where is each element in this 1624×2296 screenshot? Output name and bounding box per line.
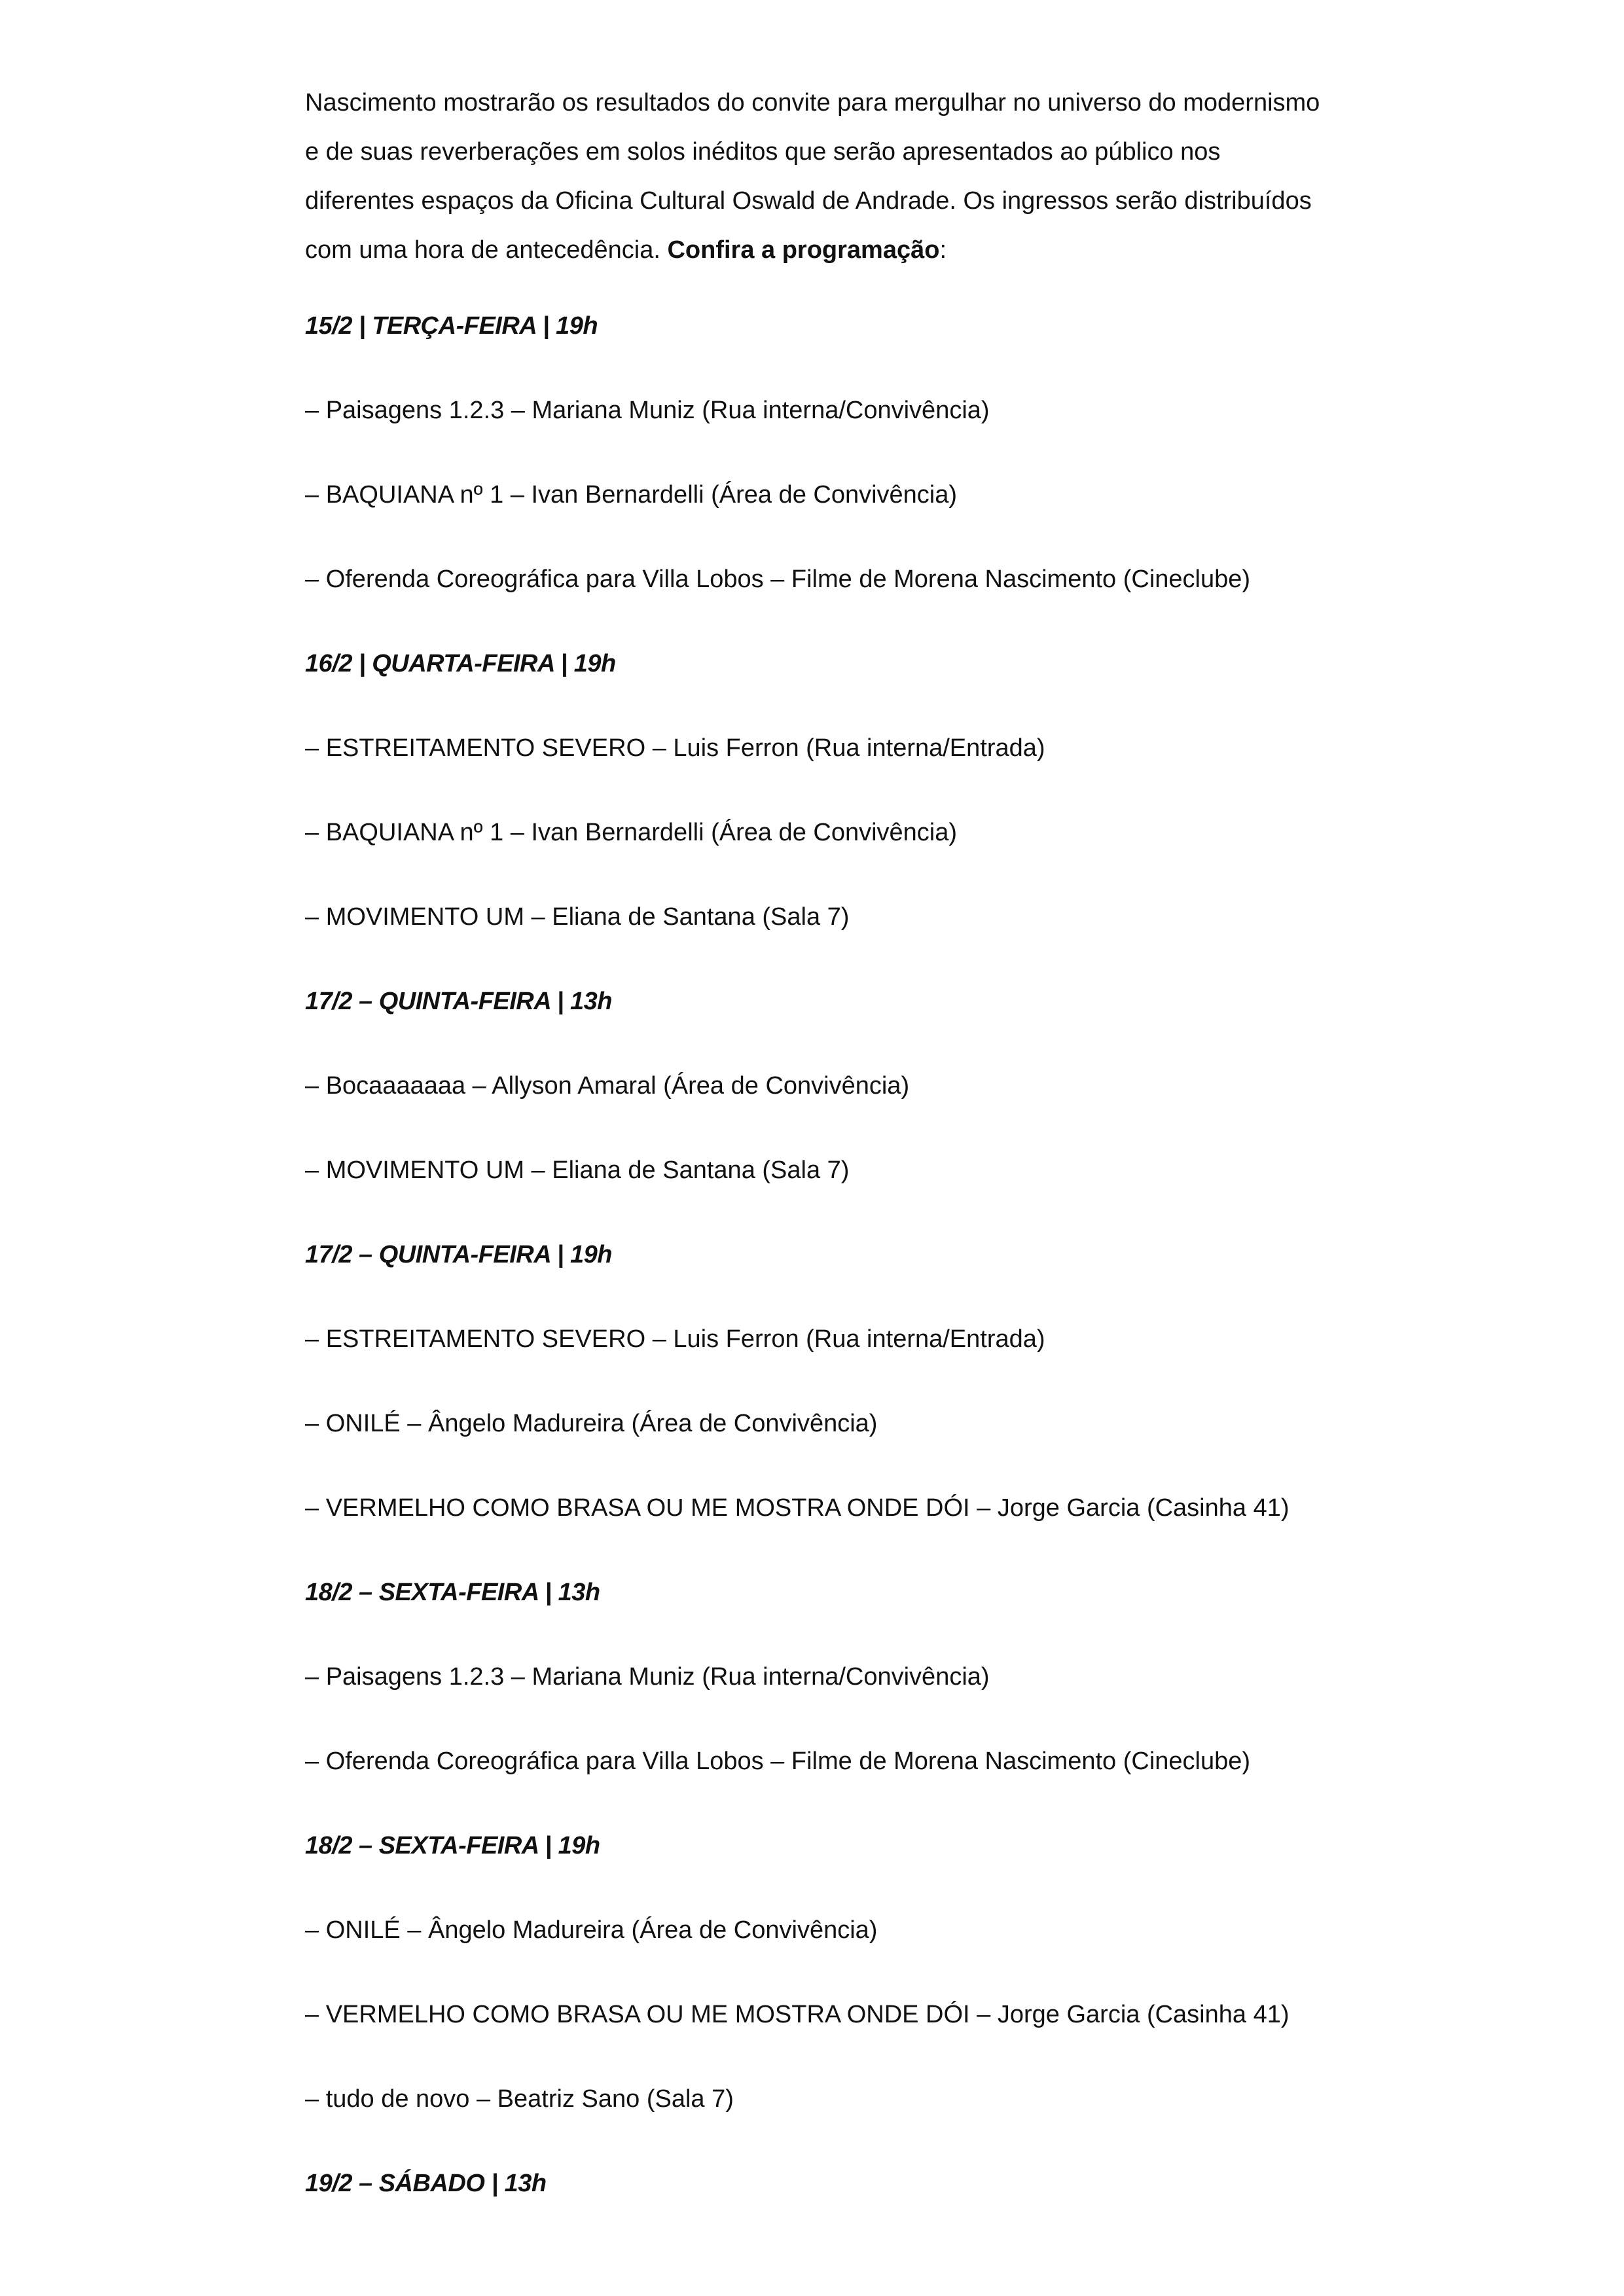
day-heading: 18/2 – SEXTA-FEIRA | 19h: [305, 1832, 600, 1859]
day-heading: 17/2 – QUINTA-FEIRA | 13h: [305, 988, 613, 1015]
event-item: – BAQUIANA nº 1 – Ivan Bernardelli (Área de Convivência): [305, 481, 958, 509]
event-item: – Oferenda Coreográfica para Villa Lobos – Filme de Morena Nascimento (Cineclube): [305, 1748, 1251, 1775]
intro-text: Nascimento mostrarão os resultados do convite para mergulhar no universo do modernismo e de suas reverberações em solos inéditos que serão apresentados ao público nos diferentes espaços da Oficina Cultural Oswald de Andrade. Os ingressos serão distribuídos com uma hora de antecedência.: [305, 89, 1320, 264]
intro-paragraph: [305, 79, 1326, 275]
schedule-list: [305, 309, 1326, 2200]
event-item: – tudo de novo – Beatriz Sano (Sala 7): [305, 2085, 734, 2113]
intro-suffix: :: [939, 236, 947, 264]
event-item: – ESTREITAMENTO SEVERO – Luis Ferron (Rua interna/Entrada): [305, 1325, 1045, 1353]
event-item: – MOVIMENTO UM – Eliana de Santana (Sala 7): [305, 903, 850, 931]
event-item: – Oferenda Coreográfica para Villa Lobos – Filme de Morena Nascimento (Cineclube): [305, 565, 1251, 593]
event-item: – ONILÉ – Ângelo Madureira (Área de Convivência): [305, 1916, 878, 1944]
event-item: – ONILÉ – Ângelo Madureira (Área de Convivência): [305, 1410, 878, 1437]
document-page: [305, 79, 1326, 2251]
day-heading: 16/2 | QUARTA-FEIRA | 19h: [305, 650, 616, 677]
event-item: – ESTREITAMENTO SEVERO – Luis Ferron (Rua interna/Entrada): [305, 734, 1045, 762]
intro-bold-text: Confira a programação: [667, 236, 940, 264]
day-heading: 17/2 – QUINTA-FEIRA | 19h: [305, 1241, 613, 1268]
event-item: – Paisagens 1.2.3 – Mariana Muniz (Rua interna/Convivência): [305, 1663, 990, 1691]
event-item: – VERMELHO COMO BRASA OU ME MOSTRA ONDE DÓI – Jorge Garcia (Casinha 41): [305, 1494, 1290, 1522]
event-item: – Bocaaaaaaa – Allyson Amaral (Área de Convivência): [305, 1072, 910, 1100]
day-heading: 15/2 | TERÇA-FEIRA | 19h: [305, 312, 598, 340]
day-heading: 18/2 – SEXTA-FEIRA | 13h: [305, 1579, 600, 1606]
event-item: – MOVIMENTO UM – Eliana de Santana (Sala 7): [305, 1157, 850, 1184]
event-item: – Paisagens 1.2.3 – Mariana Muniz (Rua interna/Convivência): [305, 397, 990, 424]
event-item: – VERMELHO COMO BRASA OU ME MOSTRA ONDE DÓI – Jorge Garcia (Casinha 41): [305, 2001, 1290, 2028]
day-heading: 19/2 – SÁBADO | 13h: [305, 2170, 547, 2197]
event-item: – BAQUIANA nº 1 – Ivan Bernardelli (Área de Convivência): [305, 819, 958, 846]
